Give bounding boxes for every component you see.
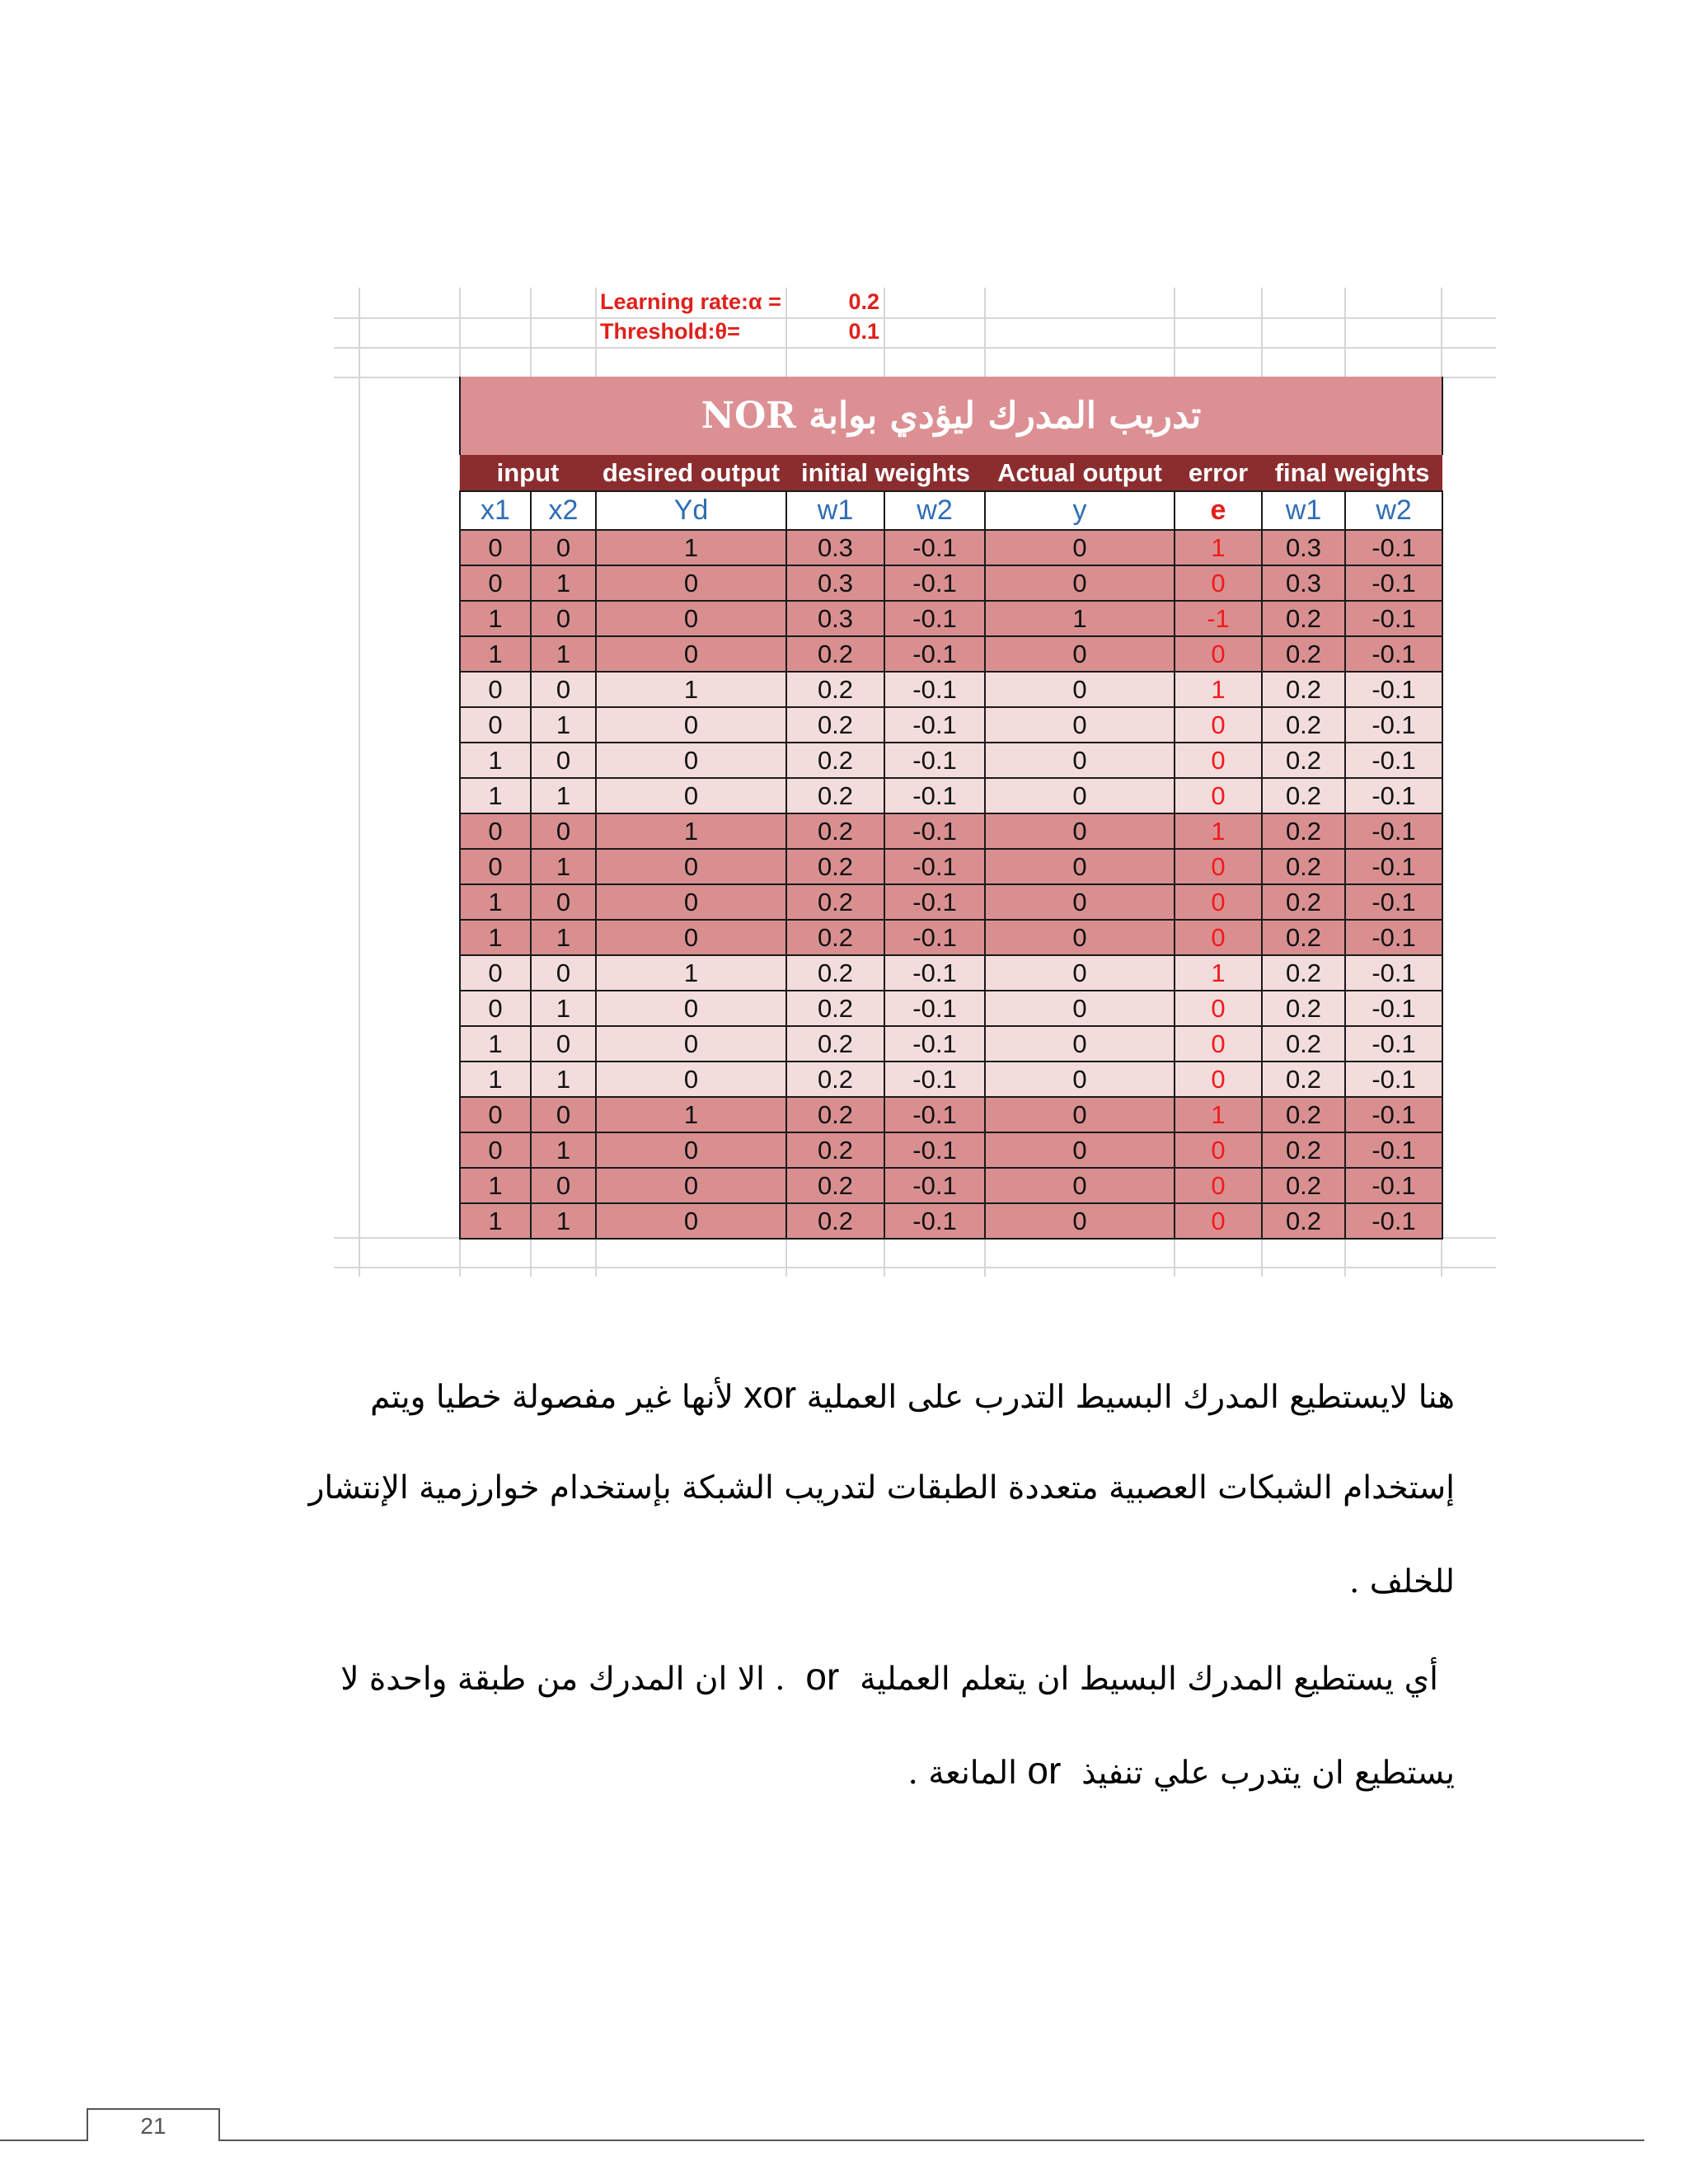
- cell-e: 0: [1175, 849, 1262, 884]
- cell-e: 0: [1175, 991, 1262, 1026]
- cell-x1: 0: [460, 955, 531, 991]
- cell-final-w2: -0.1: [1345, 530, 1442, 565]
- paragraph1-part1: هنا لايستطيع المدرك البسيط التدرب على العملية: [806, 1379, 1455, 1416]
- learning-rate-label: Learning rate:α =: [600, 289, 781, 314]
- column-header-final-w1: w1: [1262, 491, 1345, 530]
- column-header-yd: Yd: [596, 491, 786, 530]
- cell-initial-w2: -0.1: [884, 955, 985, 991]
- column-header-x1: x1: [460, 491, 531, 530]
- cell-initial-w1: 0.2: [786, 1097, 884, 1132]
- group-header-initial-weights: initial weights: [786, 455, 985, 491]
- cell-e: 0: [1175, 743, 1262, 778]
- cell-y: 0: [985, 920, 1175, 955]
- cell-y: 0: [985, 565, 1175, 601]
- cell-y: 0: [985, 955, 1175, 991]
- table-row: [460, 1203, 1442, 1239]
- cell-final-w1: 0.2: [1262, 1097, 1345, 1132]
- cell-initial-w2: -0.1: [884, 1026, 985, 1062]
- cell-yd: 0: [596, 636, 786, 672]
- nor-training-table: [459, 377, 1443, 1240]
- cell-initial-w1: 0.2: [786, 813, 884, 849]
- cell-yd: 0: [596, 707, 786, 743]
- cell-yd: 0: [596, 1026, 786, 1062]
- cell-initial-w2: -0.1: [884, 920, 985, 955]
- cell-e: 0: [1175, 1168, 1262, 1203]
- cell-final-w1: 0.2: [1262, 636, 1345, 672]
- cell-x2: 1: [531, 920, 596, 955]
- table-row: [460, 601, 1442, 636]
- cell-e: 0: [1175, 884, 1262, 920]
- cell-initial-w2: -0.1: [884, 849, 985, 884]
- cell-yd: 0: [596, 1168, 786, 1203]
- paragraph-line-3: للخلف .: [1348, 1563, 1455, 1601]
- group-header-input: input: [460, 455, 596, 491]
- cell-initial-w2: -0.1: [884, 991, 985, 1026]
- column-header-initial-w2: w2: [884, 491, 985, 530]
- cell-initial-w1: 0.2: [786, 920, 884, 955]
- cell-initial-w2: -0.1: [884, 1132, 985, 1168]
- cell-final-w1: 0.2: [1262, 1203, 1345, 1239]
- cell-yd: 0: [596, 991, 786, 1026]
- cell-final-w2: -0.1: [1345, 672, 1442, 707]
- cell-x1: 0: [460, 672, 531, 707]
- cell-initial-w2: -0.1: [884, 1168, 985, 1203]
- cell-final-w1: 0.2: [1262, 1062, 1345, 1097]
- cell-yd: 0: [596, 884, 786, 920]
- table-row: [460, 1168, 1442, 1203]
- cell-initial-w1: 0.2: [786, 743, 884, 778]
- cell-y: 0: [985, 1026, 1175, 1062]
- cell-initial-w1: 0.2: [786, 1203, 884, 1239]
- table-row: [460, 1026, 1442, 1062]
- cell-x1: 1: [460, 1168, 531, 1203]
- cell-y: 0: [985, 991, 1175, 1026]
- cell-y: 0: [985, 1097, 1175, 1132]
- cell-yd: 0: [596, 1132, 786, 1168]
- cell-final-w1: 0.2: [1262, 707, 1345, 743]
- paragraph2-part2: . الا ان المدرك من طبقة واحدة لا: [340, 1661, 785, 1698]
- cell-e: -1: [1175, 601, 1262, 636]
- cell-final-w1: 0.2: [1262, 1168, 1345, 1203]
- table-title: تدريب المدرك ليؤدي بوابة NOR: [460, 377, 1442, 455]
- cell-initial-w2: -0.1: [884, 601, 985, 636]
- cell-y: 0: [985, 1132, 1175, 1168]
- group-header-final-weights: final weights: [1262, 455, 1442, 491]
- cell-initial-w1: 0.2: [786, 778, 884, 813]
- threshold-label: Threshold:θ=: [600, 319, 740, 344]
- column-header-initial-w1: w1: [786, 491, 884, 530]
- cell-initial-w1: 0.2: [786, 636, 884, 672]
- cell-y: 0: [985, 813, 1175, 849]
- cell-y: 1: [985, 601, 1175, 636]
- cell-x1: 0: [460, 1132, 531, 1168]
- group-header-error: error: [1175, 455, 1262, 491]
- cell-yd: 0: [596, 601, 786, 636]
- cell-final-w1: 0.2: [1262, 884, 1345, 920]
- table-row: [460, 707, 1442, 743]
- cell-x2: 1: [531, 849, 596, 884]
- cell-final-w2: -0.1: [1345, 1026, 1442, 1062]
- cell-e: 0: [1175, 636, 1262, 672]
- cell-initial-w2: -0.1: [884, 707, 985, 743]
- cell-x2: 1: [531, 1062, 596, 1097]
- table-row: [460, 1097, 1442, 1132]
- cell-initial-w2: -0.1: [884, 1203, 985, 1239]
- term-xor: xor: [743, 1373, 797, 1416]
- spreadsheet-image: [334, 288, 1496, 1277]
- cell-e: 0: [1175, 1132, 1262, 1168]
- cell-final-w2: -0.1: [1345, 565, 1442, 601]
- cell-x1: 1: [460, 1026, 531, 1062]
- cell-x1: 0: [460, 813, 531, 849]
- cell-x2: 0: [531, 743, 596, 778]
- cell-yd: 0: [596, 849, 786, 884]
- table-row: [460, 991, 1442, 1026]
- cell-y: 0: [985, 672, 1175, 707]
- cell-x1: 0: [460, 565, 531, 601]
- cell-y: 0: [985, 530, 1175, 565]
- cell-x2: 0: [531, 1097, 596, 1132]
- cell-x2: 0: [531, 1026, 596, 1062]
- table-row: [460, 955, 1442, 991]
- cell-e: 0: [1175, 707, 1262, 743]
- cell-y: 0: [985, 707, 1175, 743]
- page-number: 21: [87, 2108, 220, 2141]
- cell-final-w2: -0.1: [1345, 920, 1442, 955]
- cell-initial-w1: 0.2: [786, 1026, 884, 1062]
- cell-final-w2: -0.1: [1345, 707, 1442, 743]
- cell-y: 0: [985, 743, 1175, 778]
- cell-e: 0: [1175, 1203, 1262, 1239]
- cell-final-w1: 0.3: [1262, 565, 1345, 601]
- cell-x2: 1: [531, 707, 596, 743]
- cell-x1: 1: [460, 920, 531, 955]
- cell-x1: 0: [460, 849, 531, 884]
- cell-initial-w1: 0.2: [786, 884, 884, 920]
- cell-yd: 0: [596, 565, 786, 601]
- cell-final-w1: 0.2: [1262, 743, 1345, 778]
- paragraph-line-4: [280, 1630, 1438, 1726]
- group-header-desired-output: desired output: [596, 455, 786, 491]
- cell-y: 0: [985, 884, 1175, 920]
- cell-x1: 1: [460, 884, 531, 920]
- cell-x2: 1: [531, 778, 596, 813]
- cell-y: 0: [985, 1062, 1175, 1097]
- table-row: [460, 1062, 1442, 1097]
- cell-initial-w2: -0.1: [884, 813, 985, 849]
- cell-initial-w2: -0.1: [884, 884, 985, 920]
- cell-initial-w2: -0.1: [884, 743, 985, 778]
- cell-final-w1: 0.2: [1262, 1026, 1345, 1062]
- learning-rate-value: 0.2: [848, 289, 879, 314]
- cell-yd: 0: [596, 920, 786, 955]
- table-row: [460, 636, 1442, 672]
- cell-initial-w1: 0.2: [786, 955, 884, 991]
- paragraph-line-1: [297, 1348, 1455, 1444]
- cell-final-w2: -0.1: [1345, 778, 1442, 813]
- cell-x1: 0: [460, 1097, 531, 1132]
- cell-x2: 0: [531, 672, 596, 707]
- paragraph2-part3: يستطيع ان يتدرب علي تنفيذ: [1081, 1755, 1455, 1792]
- cell-yd: 1: [596, 955, 786, 991]
- cell-x2: 0: [531, 955, 596, 991]
- table-row: [460, 884, 1442, 920]
- cell-final-w2: -0.1: [1345, 636, 1442, 672]
- group-header-actual-output: Actual output: [985, 455, 1175, 491]
- cell-initial-w2: -0.1: [884, 1097, 985, 1132]
- cell-final-w2: -0.1: [1345, 955, 1442, 991]
- cell-x2: 0: [531, 530, 596, 565]
- term-or-2: or: [1027, 1749, 1062, 1792]
- column-header-x2: x2: [531, 491, 596, 530]
- term-or-1: or: [805, 1655, 840, 1698]
- cell-final-w2: -0.1: [1345, 884, 1442, 920]
- cell-e: 1: [1175, 672, 1262, 707]
- cell-final-w1: 0.3: [1262, 530, 1345, 565]
- table-body: [460, 530, 1442, 1239]
- cell-initial-w2: -0.1: [884, 1062, 985, 1097]
- cell-final-w1: 0.2: [1262, 601, 1345, 636]
- cell-initial-w1: 0.3: [786, 601, 884, 636]
- cell-final-w2: -0.1: [1345, 1168, 1442, 1203]
- column-header-e: e: [1175, 491, 1262, 530]
- cell-e: 0: [1175, 1062, 1262, 1097]
- cell-x1: 1: [460, 636, 531, 672]
- cell-initial-w1: 0.3: [786, 565, 884, 601]
- cell-e: 1: [1175, 813, 1262, 849]
- cell-yd: 0: [596, 1203, 786, 1239]
- cell-final-w2: -0.1: [1345, 743, 1442, 778]
- cell-y: 0: [985, 1203, 1175, 1239]
- cell-final-w1: 0.2: [1262, 1132, 1345, 1168]
- cell-initial-w2: -0.1: [884, 778, 985, 813]
- cell-final-w1: 0.2: [1262, 672, 1345, 707]
- cell-x2: 1: [531, 991, 596, 1026]
- paragraph2-part1: أي يستطيع المدرك البسيط ان يتعلم العملية: [860, 1661, 1438, 1698]
- cell-final-w2: -0.1: [1345, 991, 1442, 1026]
- cell-x2: 0: [531, 813, 596, 849]
- table-row: [460, 778, 1442, 813]
- table-row: [460, 743, 1442, 778]
- cell-initial-w1: 0.3: [786, 530, 884, 565]
- cell-x2: 1: [531, 636, 596, 672]
- cell-y: 0: [985, 849, 1175, 884]
- cell-x1: 0: [460, 530, 531, 565]
- cell-final-w1: 0.2: [1262, 991, 1345, 1026]
- column-header-final-w2: w2: [1345, 491, 1442, 530]
- sheet-gridline: [334, 347, 1496, 349]
- cell-final-w1: 0.2: [1262, 849, 1345, 884]
- cell-final-w2: -0.1: [1345, 813, 1442, 849]
- table-row: [460, 813, 1442, 849]
- cell-e: 1: [1175, 1097, 1262, 1132]
- cell-e: 0: [1175, 920, 1262, 955]
- sheet-gridline: [359, 288, 360, 1277]
- cell-initial-w2: -0.1: [884, 565, 985, 601]
- cell-final-w2: -0.1: [1345, 1097, 1442, 1132]
- cell-e: 0: [1175, 778, 1262, 813]
- cell-initial-w1: 0.2: [786, 991, 884, 1026]
- cell-final-w2: -0.1: [1345, 1132, 1442, 1168]
- cell-yd: 0: [596, 1062, 786, 1097]
- table-row: [460, 565, 1442, 601]
- table-row: [460, 672, 1442, 707]
- paragraph1-part2: لأنها غير مفصولة خطيا ويتم: [370, 1379, 734, 1416]
- cell-x1: 0: [460, 991, 531, 1026]
- cell-e: 1: [1175, 530, 1262, 565]
- cell-x1: 0: [460, 707, 531, 743]
- cell-y: 0: [985, 778, 1175, 813]
- cell-initial-w1: 0.2: [786, 1168, 884, 1203]
- cell-x1: 1: [460, 601, 531, 636]
- cell-initial-w1: 0.2: [786, 707, 884, 743]
- table-row: [460, 530, 1442, 565]
- cell-x2: 0: [531, 1168, 596, 1203]
- cell-final-w1: 0.2: [1262, 778, 1345, 813]
- cell-y: 0: [985, 636, 1175, 672]
- cell-initial-w1: 0.2: [786, 1132, 884, 1168]
- cell-e: 1: [1175, 955, 1262, 991]
- cell-yd: 1: [596, 1097, 786, 1132]
- table-row: [460, 849, 1442, 884]
- cell-final-w1: 0.2: [1262, 920, 1345, 955]
- sheet-gridline: [334, 1267, 1496, 1268]
- cell-e: 0: [1175, 565, 1262, 601]
- cell-initial-w2: -0.1: [884, 530, 985, 565]
- cell-initial-w1: 0.2: [786, 1062, 884, 1097]
- cell-yd: 1: [596, 530, 786, 565]
- cell-x1: 1: [460, 778, 531, 813]
- cell-initial-w1: 0.2: [786, 672, 884, 707]
- cell-initial-w2: -0.1: [884, 636, 985, 672]
- footer-rule: [0, 2139, 1644, 2141]
- cell-x2: 1: [531, 1132, 596, 1168]
- threshold-value: 0.1: [848, 319, 879, 344]
- cell-initial-w2: -0.1: [884, 672, 985, 707]
- cell-x2: 1: [531, 1203, 596, 1239]
- cell-final-w2: -0.1: [1345, 601, 1442, 636]
- cell-final-w2: -0.1: [1345, 1062, 1442, 1097]
- table-row: [460, 1132, 1442, 1168]
- cell-yd: 0: [596, 743, 786, 778]
- cell-initial-w1: 0.2: [786, 849, 884, 884]
- cell-yd: 1: [596, 672, 786, 707]
- cell-x2: 0: [531, 601, 596, 636]
- paragraph2-part4: المانعة .: [907, 1755, 1017, 1792]
- paragraph-line-2: إستخدام الشبكات العصبية متعددة الطبقات لتدريب الشبكة بإستخدام خوارزمية الإنتشار: [308, 1469, 1455, 1507]
- cell-final-w1: 0.2: [1262, 955, 1345, 991]
- cell-yd: 1: [596, 813, 786, 849]
- cell-final-w1: 0.2: [1262, 813, 1345, 849]
- column-header-y: y: [985, 491, 1175, 530]
- cell-x2: 0: [531, 884, 596, 920]
- cell-yd: 0: [596, 778, 786, 813]
- paragraph-line-5: [791, 1724, 1455, 1820]
- sheet-gridline: [334, 317, 1496, 319]
- cell-final-w2: -0.1: [1345, 849, 1442, 884]
- cell-x1: 1: [460, 1062, 531, 1097]
- cell-final-w2: -0.1: [1345, 1203, 1442, 1239]
- cell-x2: 1: [531, 565, 596, 601]
- cell-e: 0: [1175, 1026, 1262, 1062]
- cell-x1: 1: [460, 1203, 531, 1239]
- table-row: [460, 920, 1442, 955]
- cell-x1: 1: [460, 743, 531, 778]
- cell-y: 0: [985, 1168, 1175, 1203]
